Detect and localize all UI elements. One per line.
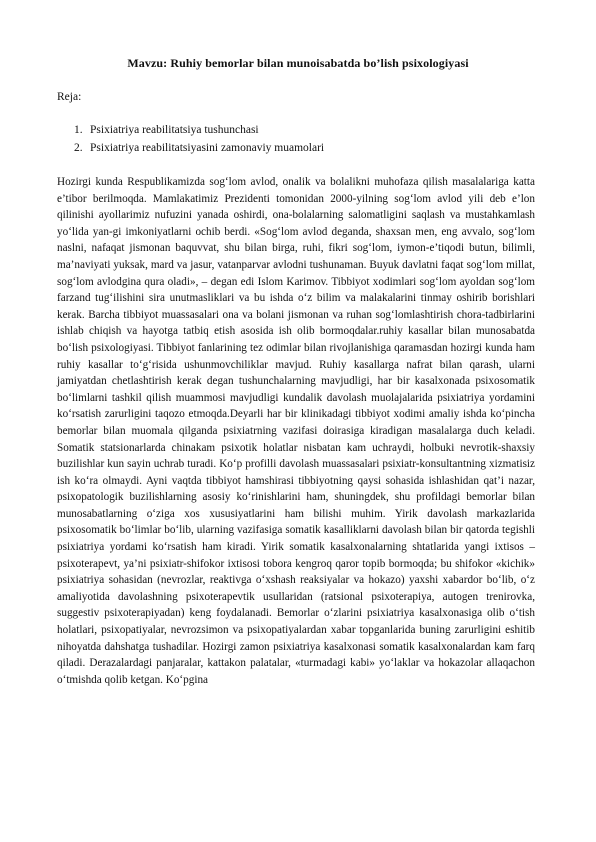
plan-list (74, 121, 324, 157)
body-paragraph: Hozirgi kunda Respublikamizda sog‘lom avlod, onalik va bolalikni muhofaza qilish masalalariga katta e’tibor berilmoqda. Mamlakatimiz Prezidenti tomonidan 2000-yilning sog‘lom avlod yili deb e’lon qilinishi ayollarimiz nufuzini yanada oshirdi, ona-bolalarning salomatligini saqlash va mustahkamlash yo‘lida yan-gi imkoniyatlarni ochib berdi. «Sog‘lom avlod deganda, shaxsan men, eng avvalo, sog‘lom naslni, nafaqat jismonan baquvvat, shu bilan birga, ruhi, fikri sog‘lom, iymon-e’tiqodi butun, bilimli, ma’naviyati yuksak, mard va jasur, vatanparvar avlodni tushunaman. Buyuk davlatni faqat sog‘lom millat, sog‘lom avlodgina qura oladi», – degan edi Islom Karimov. Tibbiyot xodimlari sog‘lom ayoldan sog‘lom farzand tug‘ilishini sira unutmasliklari va bu ishda o‘z bilim va malakalarini tinmay oshirib borishlari kerak. Barcha tibbiyot muassasalari ona va bolani jismonan va ruhan sog‘lomlashtirish chora-tadbirlarini ishlab chiqish va hayotga tatbiq etish asosida ish olib bormoqdalar.ruhiy kasallar bilan munosabatda bo‘lish psixologiyasi. Tibbiyot fanlarining tez odimlar bilan rivojlanishiga qaramasdan hozirgi kunda ham ruhiy kasallar to‘g‘risida ushunmovchiliklar mavjud. Ruhiy kasallarga nafrat bilan qarash, ularni jamiyatdan chetlashtirish kerak degan tushunchalarning mavjudligi, har bir kasalxonada psixosomatik bo‘limlarni tashkil qilish muammosi mavjudligi kundalik davolash muolajalarida psixiatriya yordamini ko‘rsatish zarurligini taqozo etmoqda.Deyarli har bir klinikadagi tibbiyot xodimi amaliy ishda ko‘pincha bemorlar bilan muomala qilganda psixiatrning vazifasi doirasiga kiradigan masalalarga duch keladi. Somatik statsionarlarda chinakam psixotik holatlar nisbatan kam uchraydi, holbuki nevrotik-shaxsiy buzilishlar kun sayin uchrab turadi. Ko‘p profilli davolash muassasalari psixiatr-konsultantning xizmatisiz ish ko‘ra olmaydi. Ayni vaqtda tibbiyot hamshirasi tibbiyotning qaysi sohasida ishlashidan qat’i nazar, psixopatologik buzilishlarning asosiy ko‘rinishlarini ham, shuningdek, shu profildagi bemorlar bilan munosabatlarning o‘ziga xos xususiyatlarini ham bilishi muhim. Yirik davolash markazlarida psixosomatik bo‘limlar bo‘lib, ularning vazifasiga somatik kasalliklarni davolash bilan bir qatorda tegishli psixiatriya yordami ko‘rsatish ham kiradi. Yirik somatik kasalxonalarning shtatlarida yangi ixtisos – psixoterapevt, ya’ni psixiatr-shifokor ixtisosi tobora kengroq qaror topib bormoqda; bu shifokor «kichik» psixiatriya sohasidan (nevrozlar, reaktivga o‘xshash reaksiyalar va hokazo) yaxshi xabardor bo‘lib, o‘z amaliyotida davolashning psixoterapevtik usullaridan (ratsional psixoterapiya, autogen trenirovka, suggestiv psixoterapiyadan) keng foydalanadi. Bemorlar o‘zlarini psixiatriya kasalxonasiga olib o‘tish holatlari, psixopatiyalar, nevrozsimon va psixopatiyalardan xabar topganlarida buning zarurligini eshitib nihoyatda dahshatga tushadilar. Hozirgi zamon psixiatriya kasalxonasi somatik kasalxonalardan kam farq qiladi. Derazalardagi panjaralar, kattakon palatalar, «turmadagi kabi» yo‘laklar va hokazolar allaqachon o‘tmishda qolib ketgan. Ko‘pgina (57, 176, 535, 686)
plan-item (74, 139, 324, 157)
plan-item-text: Psixiatriya reabilitatsiya tushunchasi (90, 124, 259, 136)
plan-item (74, 121, 324, 139)
document-title: Mavzu: Ruhiy bemorlar bilan munoisabatda bo’lish psixologiyasi (127, 56, 469, 70)
plan-item-number: 1. (74, 124, 83, 136)
plan-item-text: Psixiatriya reabilitatsiyasini zamonaviy muamolari (90, 142, 325, 154)
plan-heading: Reja: (57, 91, 82, 103)
plan-item-number: 2. (74, 142, 83, 154)
